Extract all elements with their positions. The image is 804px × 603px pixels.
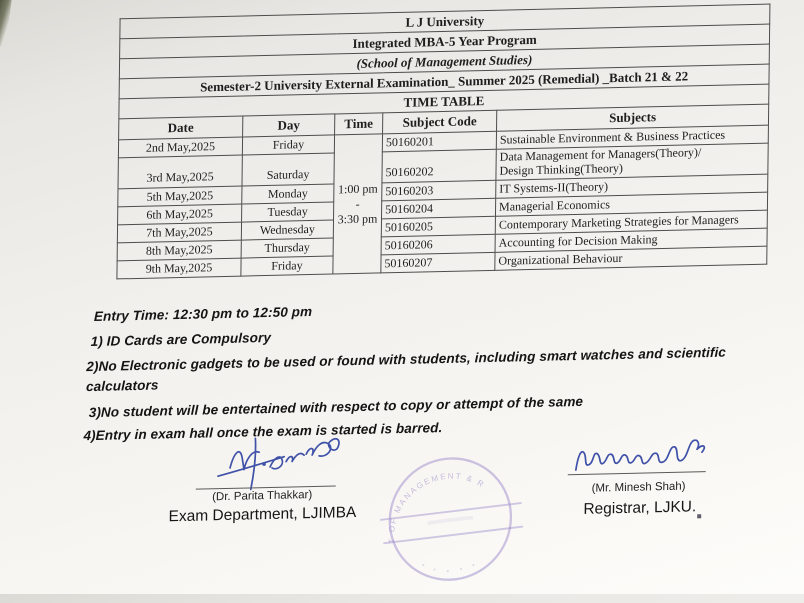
cell-subject-code: 50160205 — [381, 216, 495, 237]
stamp-faint-marks — [422, 518, 475, 573]
column-header-subject-code: Subject Code — [383, 110, 497, 134]
entry-time-note: Entry Time: 12:30 pm to 12:50 pm — [93, 303, 313, 324]
column-header-time: Time — [335, 113, 383, 135]
table-title-row-4: Semester-2 University External Examination_ Summer 2025 (Remedial) _Batch 21 & 22 — [119, 64, 769, 99]
cell-date: 6th May,2025 — [118, 204, 242, 225]
exam-note-1: 1) ID Cards are Compulsory — [90, 329, 272, 350]
cell-date: 9th May,2025 — [117, 258, 241, 279]
exam-note-4: 4)Entry in exam hall once the exam is started is barred. — [83, 420, 443, 444]
timetable-header — [119, 4, 770, 140]
parita-signature-ink — [198, 429, 349, 492]
column-header-day: Day — [243, 114, 335, 137]
exam-timetable — [116, 4, 770, 280]
cell-subject: Contemporary Marketing Strategies for Managers — [495, 210, 767, 234]
table-title-row-5: TIME TABLE — [119, 84, 769, 119]
university-round-stamp — [376, 449, 526, 594]
column-header-date: Date — [119, 116, 243, 140]
cell-subject-code: 50160204 — [382, 198, 496, 219]
column-header-subjects: Subjects — [497, 104, 769, 131]
cell-day: Wednesday — [241, 220, 333, 240]
cell-date: 3rd May,2025 — [118, 155, 242, 189]
cell-day: Saturday — [242, 153, 334, 186]
cell-day: Thursday — [241, 238, 333, 258]
cell-day: Friday — [241, 256, 333, 276]
cell-subject: Organizational Behaviour — [495, 246, 767, 270]
cell-subject: Data Management for Managers(Theory)/ Design Thinking(Theory) — [496, 143, 768, 180]
cell-subject: Managerial Economics — [495, 192, 767, 216]
signatory-title-left: Exam Department, LJIMBA — [168, 504, 357, 526]
exam-note-3: 3)No student will be entertained with respect to copy or attempt of the same — [88, 393, 584, 421]
cell-day: Monday — [242, 184, 334, 204]
cell-subject-code: 50160203 — [382, 180, 496, 201]
signatory-title-right: Registrar, LJKU. — [583, 498, 697, 518]
cell-subject: Accounting for Decision Making — [495, 228, 767, 252]
table-title-row-1: L J University — [120, 4, 770, 39]
cell-date: 8th May,2025 — [117, 240, 241, 261]
timetable-body — [117, 125, 769, 279]
cell-date: 5th May,2025 — [118, 186, 242, 207]
stamp-arc-text: T OF MANAGEMENT & R — [387, 471, 487, 544]
dust-speck — [697, 514, 701, 518]
cell-day: Tuesday — [242, 202, 334, 222]
exam-note-2: 2)No Electronic gadgets to be used or found with students, including smart watches and scientific calculators — [86, 344, 727, 394]
cell-date: 7th May,2025 — [117, 222, 241, 243]
cell-subject-code: 50160202 — [382, 149, 496, 183]
cell-subject-code: 50160207 — [381, 252, 495, 273]
cell-day: Friday — [242, 135, 334, 155]
table-title-row-3: (School of Management Studies) — [119, 44, 769, 79]
cell-subject: Sustainable Environment & Business Practices — [496, 125, 768, 149]
cell-subject: IT Systems-II(Theory) — [496, 174, 768, 198]
signatory-name-right: (Mr. Minesh Shah) — [591, 480, 686, 495]
cell-date: 2nd May,2025 — [118, 137, 242, 158]
cell-subject-code: 50160206 — [381, 234, 495, 255]
signatory-name-left: (Dr. Parita Thakkar) — [212, 489, 313, 504]
cell-subject-code: 50160201 — [382, 131, 496, 152]
cell-time-merged: 1:00 pm - 3:30 pm — [333, 134, 383, 274]
table-title-row-2: Integrated MBA-5 Year Program — [120, 24, 770, 59]
